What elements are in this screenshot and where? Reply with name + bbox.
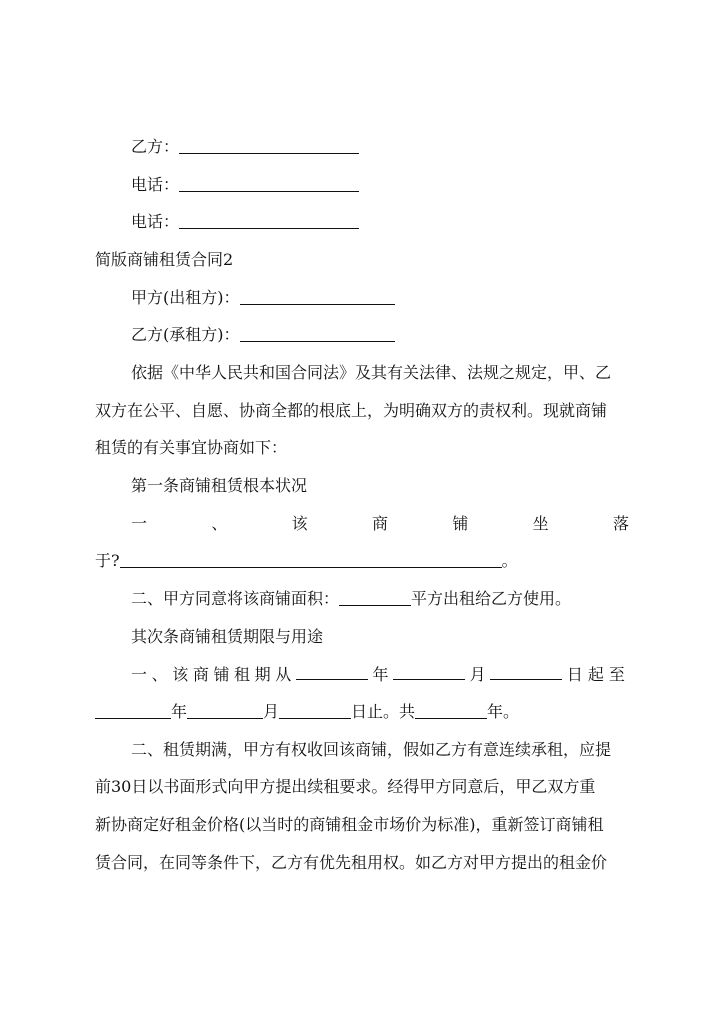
lessee-label: 乙方(承租方)：	[131, 325, 240, 344]
area-line	[131, 588, 571, 610]
year-end-label: 年。	[487, 702, 520, 721]
location-char: 铺	[452, 514, 469, 533]
intro-line-3: 租赁的有关事宜协商如下：	[95, 438, 288, 457]
term-char: 一	[131, 665, 148, 684]
article-2-heading: 其次条商铺租赁期限与用途	[131, 627, 324, 646]
renewal-line-1: 二、租赁期满，甲方有权收回该商铺，假如乙方有意连续承租，应提	[131, 740, 612, 759]
term-char: 、	[151, 665, 168, 684]
phone-line-2	[131, 211, 359, 233]
phone-blank-2	[179, 212, 359, 229]
location-char: 坐	[532, 514, 549, 533]
phone-line-1	[131, 174, 359, 196]
end-year-blank	[95, 702, 171, 719]
term-char: 铺	[213, 665, 230, 684]
location-blank	[120, 551, 502, 568]
lessee-line	[131, 324, 395, 346]
day-from-label: 日起至	[566, 665, 630, 684]
start-year-blank	[296, 663, 368, 680]
lessor-blank	[240, 288, 395, 305]
phone-label-2: 电话：	[131, 212, 180, 231]
location-prefix: 于?	[95, 551, 120, 570]
renewal-line-3: 新协商定好租金价格(以当时的商铺租金市场价为标准)，重新签订商铺租	[95, 815, 604, 834]
start-day-blank	[490, 663, 562, 680]
term-line-1	[131, 663, 630, 686]
location-char: 一	[131, 514, 148, 533]
area-suffix: 平方出租给乙方使用。	[411, 589, 572, 608]
lessee-blank	[240, 325, 395, 342]
end-month-label: 月	[263, 702, 280, 721]
term-char: 租	[234, 665, 251, 684]
article-1-heading: 第一条商铺租赁根本状况	[131, 476, 308, 495]
day-to-label: 日止。共	[351, 702, 416, 721]
location-end: 。	[501, 551, 518, 570]
term-char: 从	[275, 665, 292, 684]
lessor-line	[131, 287, 395, 309]
end-month-blank	[187, 702, 263, 719]
location-char: 、	[211, 514, 228, 533]
intro-line-2: 双方在公平、自愿、协商全都的根底上，为明确双方的责权利。现就商铺	[95, 401, 608, 420]
year-label: 年	[372, 665, 389, 684]
location-char: 落	[612, 514, 629, 533]
month-label: 月	[469, 665, 486, 684]
start-month-blank	[393, 663, 465, 680]
area-prefix: 二、甲方同意将该商铺面积：	[131, 589, 340, 608]
end-day-blank	[279, 702, 351, 719]
area-blank	[339, 589, 411, 606]
term-char: 商	[192, 665, 209, 684]
contract-title: 简版商铺租赁合同2	[95, 250, 234, 269]
location-line	[131, 513, 629, 535]
term-char: 该	[172, 665, 189, 684]
location-line-2	[95, 550, 518, 572]
end-year-label: 年	[171, 702, 188, 721]
phone-blank-1	[179, 175, 359, 192]
renewal-line-2: 前30日以书面形式向甲方提出续租要求。经得甲方同意后，甲乙双方重	[95, 777, 596, 796]
term-char: 期	[254, 665, 271, 684]
party-b-blank	[179, 137, 359, 154]
party-b-line	[131, 136, 359, 158]
total-years-blank	[415, 702, 487, 719]
intro-line-1: 依据《中华人民共和国合同法》及其有关法律、法规之规定，甲、乙	[131, 363, 612, 382]
term-line-2	[95, 701, 519, 723]
lessor-label: 甲方(出租方)：	[131, 288, 240, 307]
location-char: 商	[371, 514, 388, 533]
location-char: 该	[291, 514, 308, 533]
party-b-label: 乙方：	[131, 137, 180, 156]
phone-label-1: 电话：	[131, 175, 180, 194]
renewal-line-4: 赁合同，在同等条件下，乙方有优先租用权。如乙方对甲方提出的租金价	[95, 853, 608, 872]
